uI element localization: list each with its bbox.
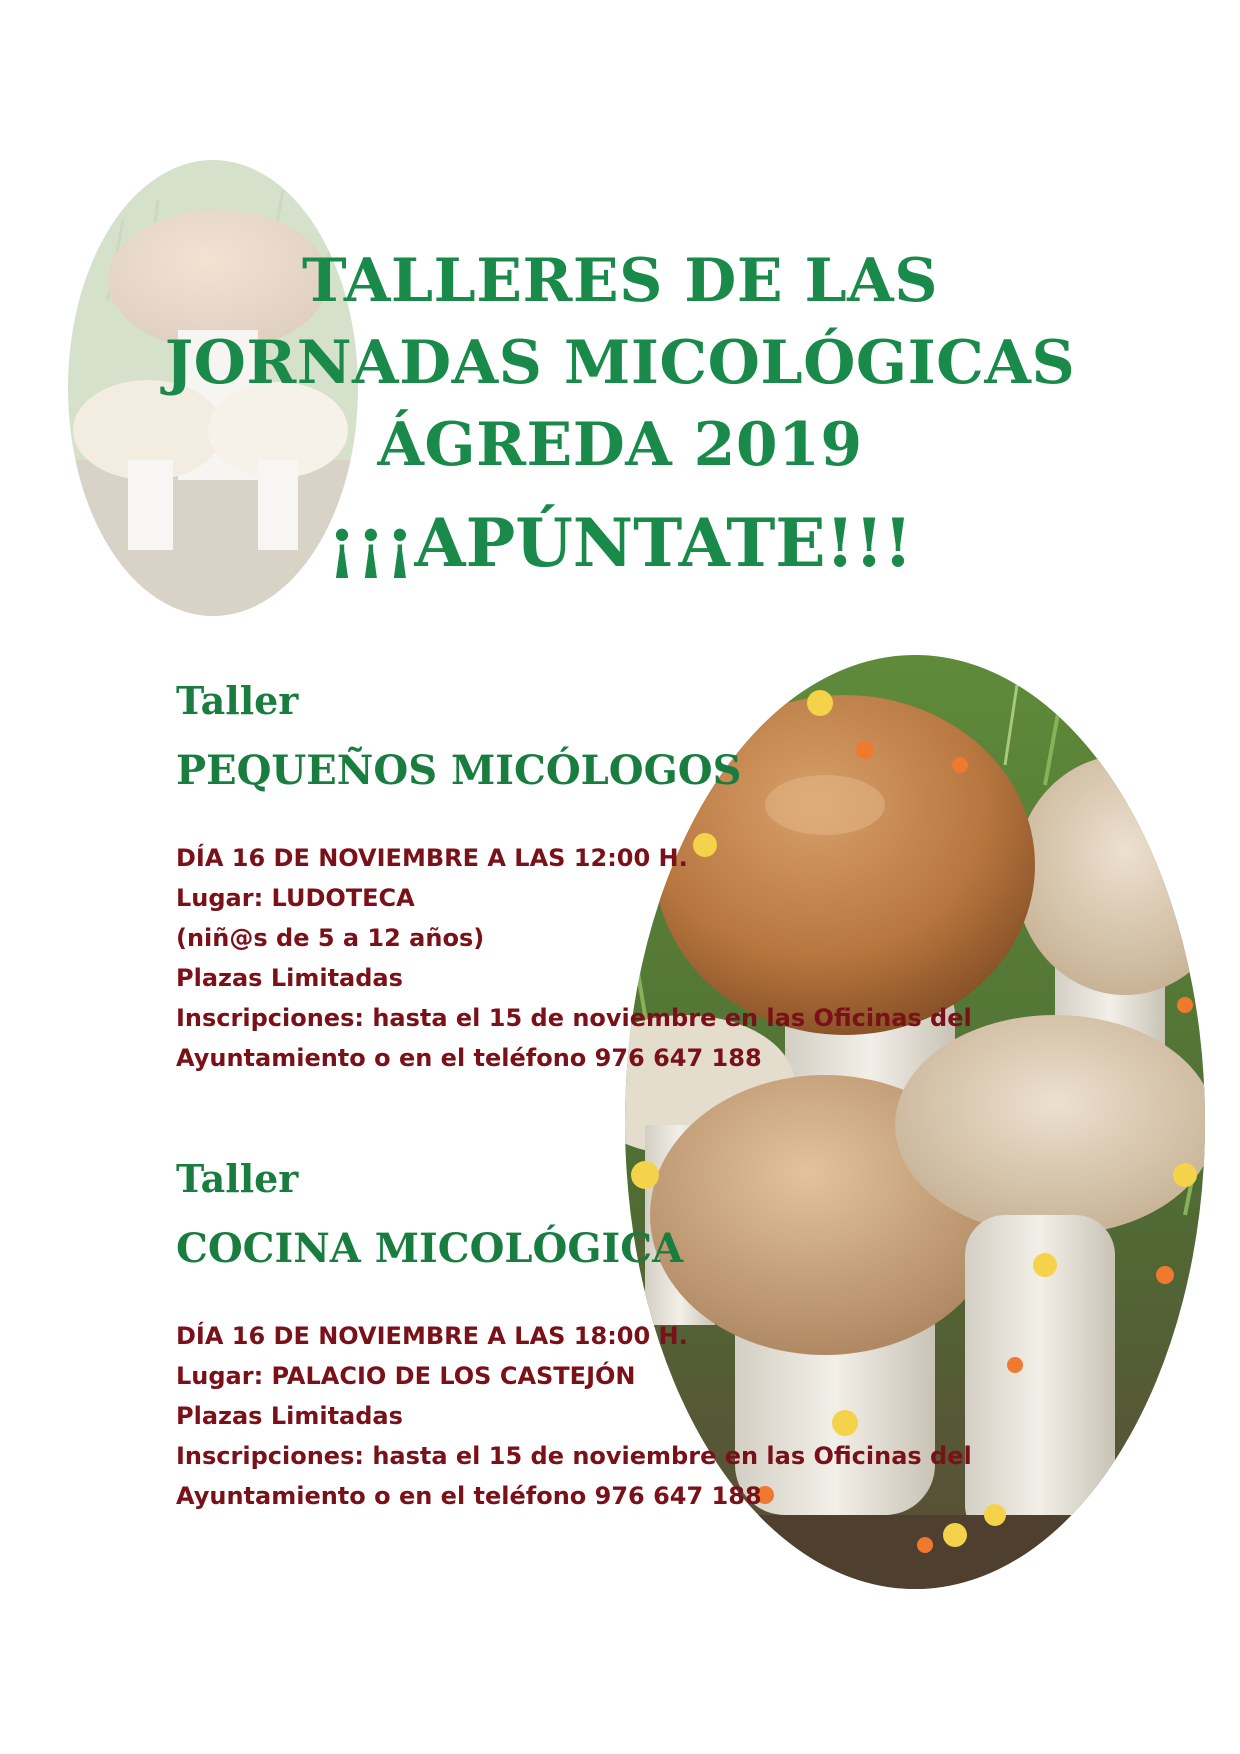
workshop-registration-phone: Ayuntamiento o en el teléfono 976 647 188 [176, 1044, 762, 1072]
workshop-details [176, 838, 1076, 1078]
workshop-name: PEQUEÑOS MICÓLOGOS [176, 747, 742, 794]
title-line-1: TALLERES DE LAS [301, 246, 939, 316]
workshop-date: DÍA 16 DE NOVIEMBRE A LAS 12:00 H. [176, 844, 688, 872]
workshop-location: Lugar: PALACIO DE LOS CASTEJÓN [176, 1362, 636, 1390]
workshop-registration: Inscripciones: hasta el 15 de noviembre en las Oficinas del [176, 1442, 972, 1470]
workshop-label: Taller [176, 1156, 299, 1201]
workshop-pequenos-micologos [176, 676, 1076, 1078]
workshop-limited-seats: Plazas Limitadas [176, 964, 403, 992]
call-to-action: ¡¡¡APÚNTATE!!! [327, 504, 913, 582]
workshop-location: Lugar: LUDOTECA [176, 884, 415, 912]
poster-title [120, 240, 1120, 588]
workshop-cocina-micologica [176, 1154, 1076, 1516]
workshop-registration-phone: Ayuntamiento o en el teléfono 976 647 188 [176, 1482, 762, 1510]
workshop-limited-seats: Plazas Limitadas [176, 1402, 403, 1430]
workshop-details [176, 1316, 1076, 1516]
workshop-registration: Inscripciones: hasta el 15 de noviembre en las Oficinas del [176, 1004, 972, 1032]
workshop-label: Taller [176, 678, 299, 723]
title-line-3: ÁGREDA 2019 [377, 410, 863, 480]
title-line-2: JORNADAS MICOLÓGICAS [164, 328, 1076, 398]
workshop-age-range: (niñ@s de 5 a 12 años) [176, 924, 485, 952]
workshop-name: COCINA MICOLÓGICA [176, 1225, 684, 1272]
workshop-date: DÍA 16 DE NOVIEMBRE A LAS 18:00 H. [176, 1322, 688, 1350]
